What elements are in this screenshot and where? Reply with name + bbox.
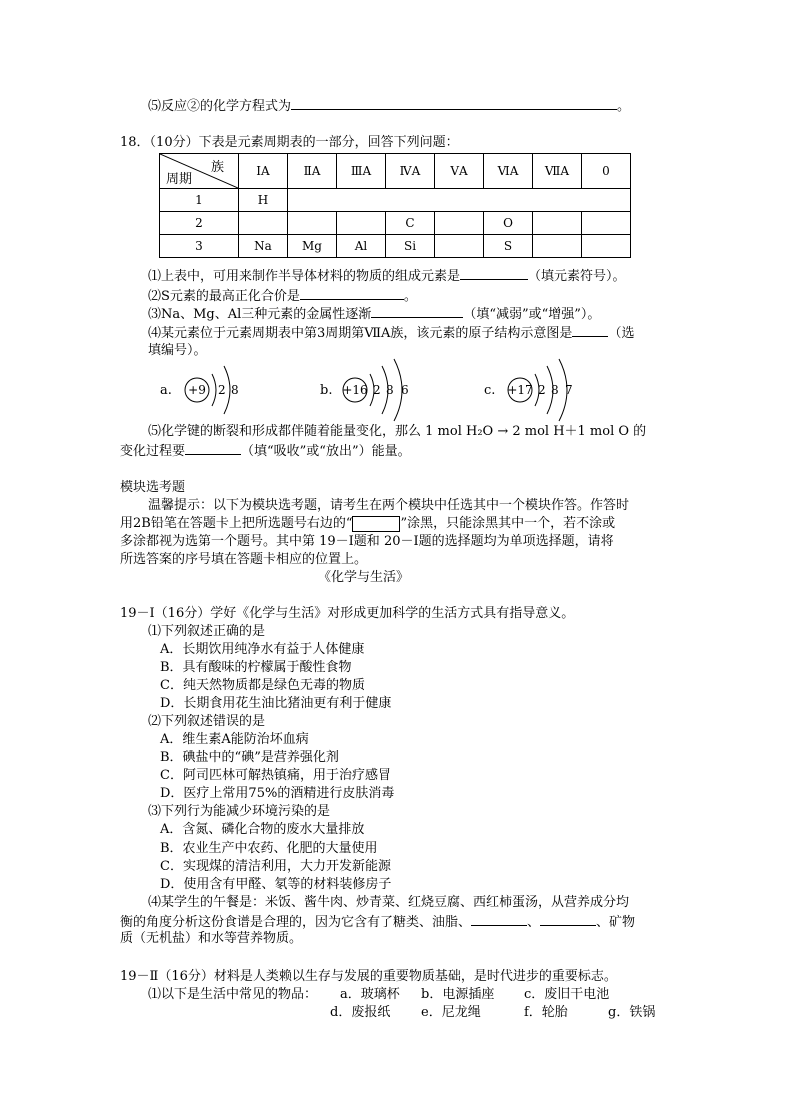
list-item: d．废报纸 (330, 1005, 391, 1020)
option: B．碘盐中的“碘”是营养强化剂 (160, 750, 339, 765)
q18-4-cont: 填编号）。 (148, 343, 207, 358)
list-item: f．轮胎 (524, 1005, 568, 1020)
element-cell: S (484, 235, 533, 258)
table-row (160, 189, 631, 212)
atom-a-shell-1-count: 2 (218, 383, 226, 397)
atom-a-shell-2-count: 8 (231, 383, 239, 397)
q19-1-s4-cont (120, 912, 635, 932)
element-cell: Al (337, 235, 386, 258)
group-header: ⅤA (435, 154, 484, 189)
q18-5-text: 变化过程要 (120, 444, 186, 459)
q18-1-blank[interactable] (460, 266, 528, 280)
option: C．实现煤的清洁利用，大力开发新能源 (160, 859, 391, 874)
element-cell (582, 212, 631, 235)
element-cell (582, 235, 631, 258)
q19-1-s1: ⑴下列叙述正确的是 (148, 624, 266, 639)
option: A．含氮、磷化合物的废水大量排放 (160, 822, 365, 837)
q17-5-text: ⑸反应②的化学方程式为 (148, 99, 292, 114)
module-tip-1: 温馨提示：以下为模块选考题，请考生在两个模块中任选其中一个模块作答。作答时 (148, 498, 630, 513)
atom-c-label: c. (484, 383, 496, 398)
q18-5-cont (120, 441, 411, 461)
q18-3-blank[interactable] (371, 304, 463, 318)
element-cell (533, 235, 582, 258)
option: D．使用含有甲醛、氡等的材料装修房子 (160, 877, 392, 892)
q18-4-text: ⑷某元素位于元素周期表中第3周期第ⅦA族，该元素的原子结构示意图是 (148, 326, 573, 341)
module-tip-3: 多涂都视为选第一个题号。其中第 19－Ⅰ题和 20－Ⅰ题的选择题均为单项选择题，请将 (120, 534, 614, 549)
option-box (352, 516, 400, 532)
atom-a-nucleus-charge: +9 (188, 383, 206, 397)
table-row (160, 212, 631, 235)
list-item: a．玻璃杯 (340, 987, 400, 1002)
element-cell: Na (239, 235, 288, 258)
group-header: ⅣA (386, 154, 435, 189)
q18-2-tail: 。 (403, 289, 417, 304)
element-cell: H (239, 189, 288, 212)
module-tip-2 (120, 515, 615, 533)
empty-span-cell (288, 189, 631, 212)
element-cell (337, 212, 386, 235)
module-tip-2-tail: ”涂黑，只能涂黑其中一个，若不涂或 (400, 516, 616, 531)
q17-5-blank[interactable] (291, 96, 617, 110)
q19-1-s2: ⑵下列叙述错误的是 (148, 714, 266, 729)
q19-2-s1 (148, 986, 317, 1004)
option: B．农业生产中农药、化肥的大量使用 (160, 841, 378, 856)
option: A．维生素A能防治坏血病 (160, 732, 309, 747)
corner-period-label: 周期 (166, 172, 193, 187)
q18-4 (148, 323, 634, 343)
q18-2-text: ⑵S元素的最高正化合价是 (148, 289, 300, 304)
element-cell: Mg (288, 235, 337, 258)
group-header: ⅦA (533, 154, 582, 189)
atom-c-nucleus-charge: +17 (507, 383, 533, 397)
q18-4-blank[interactable] (572, 323, 608, 337)
module-tip-4: 所选答案的序号填在答题卡相应的位置上。 (120, 552, 368, 567)
q19-2-s1-text: ⑴以下是生活中常见的物品： (148, 987, 318, 1002)
atom-b-shell-1-count: 2 (373, 383, 381, 397)
list-item: b．电源插座 (421, 987, 495, 1002)
atom-a-shell-1 (212, 374, 216, 406)
option: D．长期食用花生油比猪油更有利于健康 (160, 696, 392, 711)
atom-a-label: a. (160, 383, 172, 398)
q17-5-end: 。 (617, 99, 631, 114)
q19-1-s3: ⑶下列行为能减少环境污染的是 (148, 804, 331, 819)
q19-2-header: 19－Ⅱ（16分）材料是人类赖以生存与发展的重要物质基础，是时代进步的重要标志。 (120, 969, 617, 984)
q17-5-line (148, 96, 630, 116)
q19-1-s4-blank-1[interactable] (471, 912, 527, 926)
atom-diagrams (150, 356, 650, 422)
table-row (160, 235, 631, 258)
group-header: ⅢA (337, 154, 386, 189)
q18-1-tail: （填元素符号）。 (528, 269, 626, 284)
atom-b-shell-3-count: 6 (401, 383, 409, 397)
module-title: 模块选考题 (120, 480, 186, 495)
list-item: g．铁锅 (608, 1005, 656, 1020)
period-cell: 3 (160, 235, 239, 258)
q18-1 (148, 266, 626, 286)
q19-1-s4-sep: 、 (527, 915, 541, 930)
group-header: 0 (582, 154, 631, 189)
element-cell: C (386, 212, 435, 235)
group-header: ⅠA (239, 154, 288, 189)
module-tip-2-text: 用2B铅笔在答题卡上把所选题号右边的“ (120, 516, 353, 531)
option: C．阿司匹林可解热镇痛，用于治疗感冒 (160, 768, 391, 783)
element-cell (533, 212, 582, 235)
module-subtitle: 《化学与生活》 (318, 570, 410, 585)
q19-1-s4-blank-2[interactable] (540, 912, 596, 926)
atom-c-shell-1-count: 2 (538, 383, 546, 397)
periodic-table (159, 153, 631, 258)
atom-b-label: b. (320, 383, 333, 398)
q19-1-s4-tail: 、矿物 (596, 915, 636, 930)
q18-2 (148, 286, 417, 306)
q18-4-tail: （选 (608, 326, 635, 341)
q18-5: ⑸化学键的断裂和形成都伴随着能量变化，那么 1 mol H₂O → 2 mol H＋1 mol O 的 (148, 424, 647, 439)
q18-5-tail: （填“吸收”或“放出”）能量。 (241, 444, 411, 459)
element-cell: O (484, 212, 533, 235)
option: B．具有酸味的柠檬属于酸性食物 (160, 660, 352, 675)
q19-1-s4: ⑷某学生的午餐是：米饭、酱牛肉、炒青菜、红烧豆腐、西红柿蛋汤，从营养成分均 (148, 895, 630, 910)
corner-group-label: 族 (210, 160, 224, 175)
group-header: ⅡA (288, 154, 337, 189)
option: A．长期饮用纯净水有益于人体健康 (160, 642, 365, 657)
option: C．纯天然物质都是绿色无毒的物质 (160, 678, 365, 693)
table-corner (160, 154, 239, 189)
q19-1-header: 19－Ⅰ（16分）学好《化学与生活》对形成更加科学的生活方式具有指导意义。 (120, 606, 575, 621)
option: D．医疗上常用75%的酒精进行皮肤消毒 (160, 786, 395, 801)
element-cell (239, 212, 288, 235)
atom-c-shell-3-count: 7 (565, 383, 573, 397)
element-cell (435, 235, 484, 258)
q18-3-tail: （填“减弱”或“增强”）。 (463, 307, 601, 322)
q19-1-s4-end: 质（无机盐）和水等营养物质。 (120, 931, 303, 946)
atom-c-shell-2-count: 8 (551, 383, 559, 397)
list-item: c．废旧干电池 (524, 987, 610, 1002)
element-cell: Si (386, 235, 435, 258)
q18-3-text: ⑶Na、Mg、Al三种元素的金属性逐渐 (148, 307, 372, 322)
atom-b-shell-2-count: 8 (386, 383, 394, 397)
period-cell: 1 (160, 189, 239, 212)
q19-1-s4-text: 衡的角度分析这份食谱是合理的，因为它含有了糖类、油脂、 (120, 915, 472, 930)
q18-1-text: ⑴上表中，可用来制作半导体材料的物质的组成元素是 (148, 269, 461, 284)
element-cell (435, 212, 484, 235)
element-cell (288, 212, 337, 235)
q18-2-blank[interactable] (300, 286, 404, 300)
atom-b-nucleus-charge: +16 (342, 383, 368, 397)
period-cell: 2 (160, 212, 239, 235)
list-item: e．尼龙绳 (421, 1005, 481, 1020)
q18-5-blank[interactable] (185, 441, 241, 455)
group-header: ⅥA (484, 154, 533, 189)
q18-header: 18．（10分）下表是元素周期表的一部分，回答下列问题： (120, 135, 459, 150)
q18-3 (148, 304, 600, 324)
